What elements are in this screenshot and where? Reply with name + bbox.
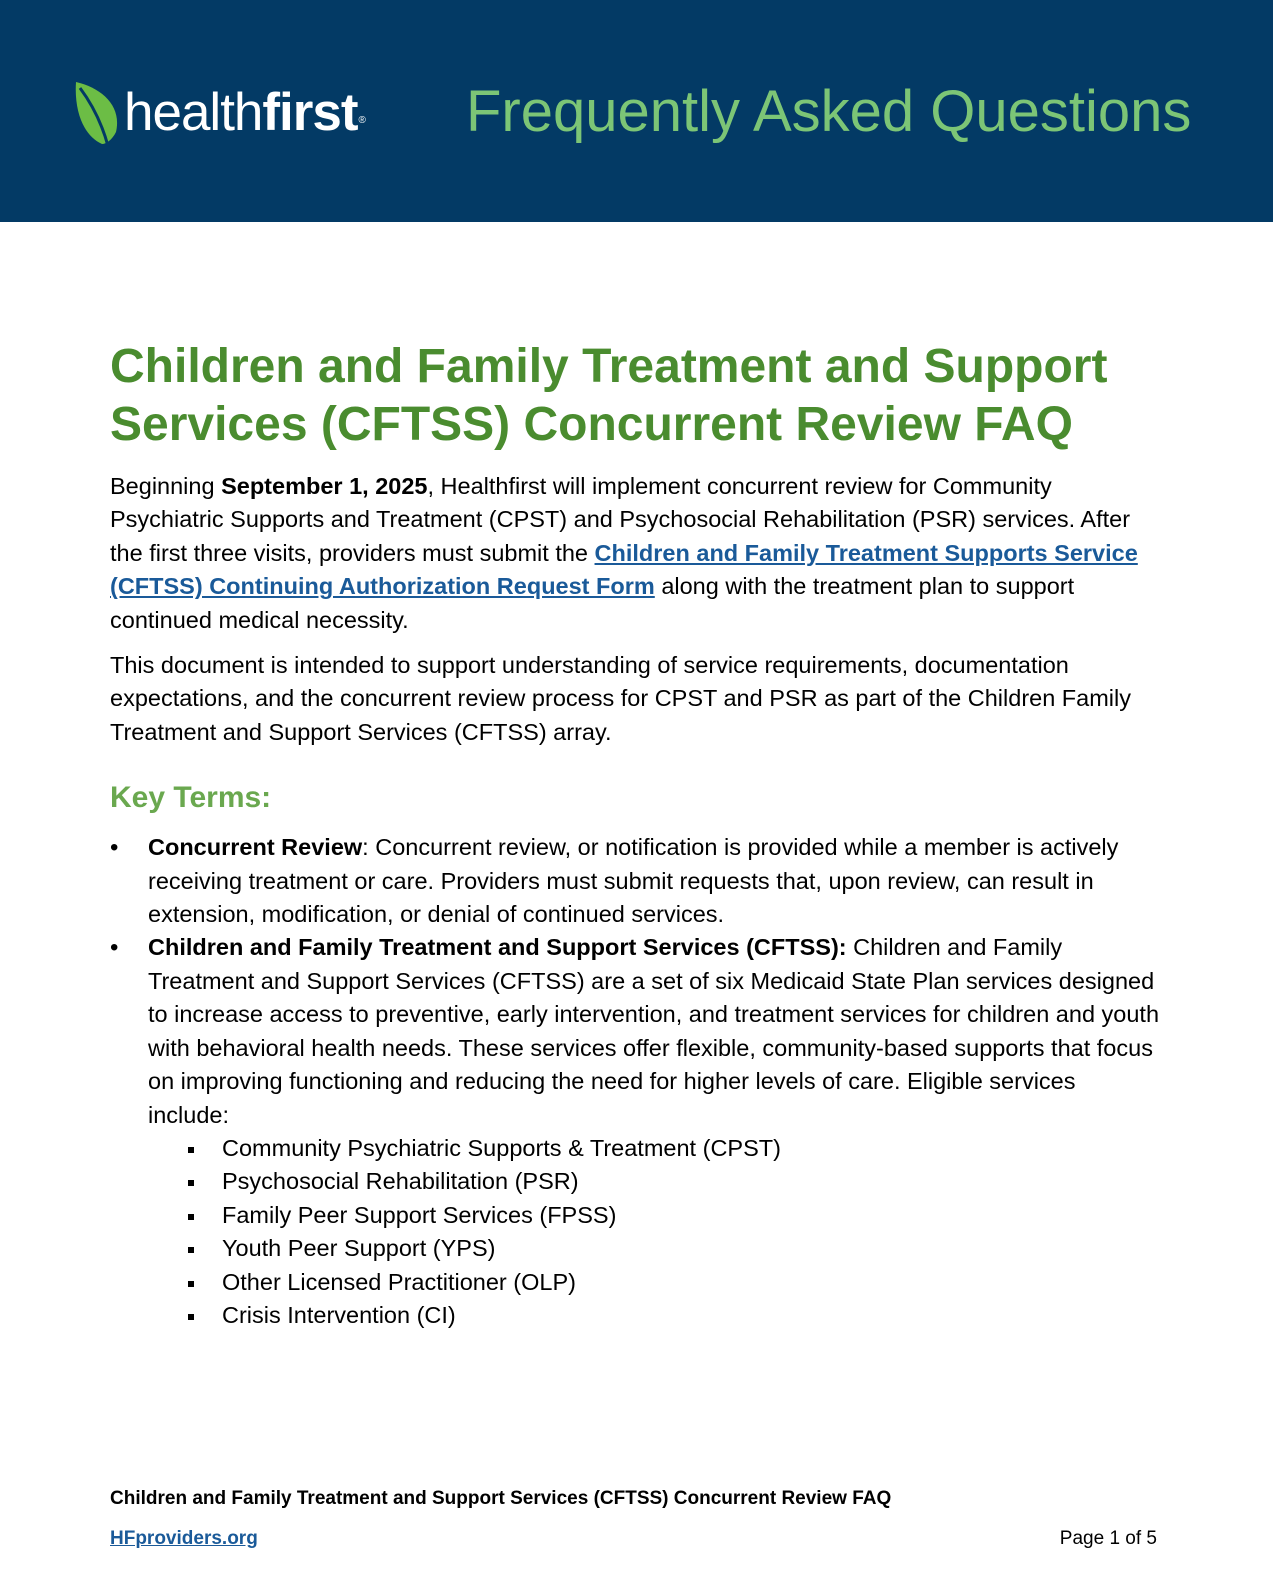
footer-hfproviders-link[interactable]: HFproviders.org [110,1528,258,1549]
page-number: Page 1 of 5 [1059,1528,1157,1549]
term-name: Children and Family Treatment and Support Services (CFTSS): [148,934,847,961]
term-item-concurrent-review [110,831,1160,931]
start-date: September 1, 2025 [221,473,428,499]
page-header [0,0,1273,222]
key-terms-list [110,831,1160,1332]
service-item: Youth Peer Support (YPS) [148,1232,1160,1265]
intro-paragraph-1 [110,470,1160,637]
intro-text: along with the treatment plan to support continued medical necessity. [110,573,1075,633]
term-definition: Children and Family Treatment and Support Services (CFTSS) are a set of six Medicaid State Plan services designed to increase access to preventive, early intervention, and treatment services for children and youth with behavioral health needs. These services offer flexible, community-based supports that focus on improving functioning and reducing the need for higher levels of care. Eligible services include: [148,934,1160,1128]
registered-mark: ® [358,115,365,126]
service-item: Crisis Intervention (CI) [148,1299,1160,1332]
intro-text: , Healthfirst will implement concurrent review for Community Psychiatric Supports and Treatment (CPST) and Psychosocial Rehabilitation (PSR) services. After the first three visits, providers must submit the [110,473,1131,566]
service-item: Community Psychiatric Supports & Treatment (CPST) [148,1132,1160,1165]
intro-text: Beginning [110,473,222,499]
logo-text-first: first [262,83,358,142]
logo-text-health: health [124,83,263,142]
cftss-form-link[interactable]: Children and Family Treatment Supports Service (CFTSS) Continuing Authorization Request Form [110,539,1138,600]
leaf-icon [72,80,124,146]
footer-title: Children and Family Treatment and Support Services (CFTSS) Concurrent Review FAQ [110,1488,892,1509]
logo-wordmark [124,82,365,144]
document-title: Children and Family Treatment and Support Services (CFTSS) Concurrent Review FAQ [110,340,1108,451]
header-title: Frequently Asked Questions [466,79,1192,144]
key-terms-heading: Key Terms: [110,781,272,815]
document-body [110,338,1160,1332]
service-item: Psychosocial Rehabilitation (PSR) [148,1165,1160,1198]
term-definition: Concurrent review, or notification is provided while a member is actively receiving treatment or care. Providers must submit requests that, upon review, can result in extension, modification, or denial of continued services. [148,834,1119,928]
term-name: Concurrent Review [148,834,363,861]
eligible-services-list [148,1132,1160,1332]
service-item: Family Peer Support Services (FPSS) [148,1199,1160,1232]
term-item-cftss [110,931,1160,1332]
service-item: Other Licensed Practitioner (OLP) [148,1266,1160,1299]
intro-paragraph-2: This document is intended to support understanding of service requirements, documentation expectations, and the concurrent review process for CPST and PSR as part of the Children Family Treatment and Support Services (CFTSS) array. [110,652,1131,745]
term-separator: : [362,834,369,861]
